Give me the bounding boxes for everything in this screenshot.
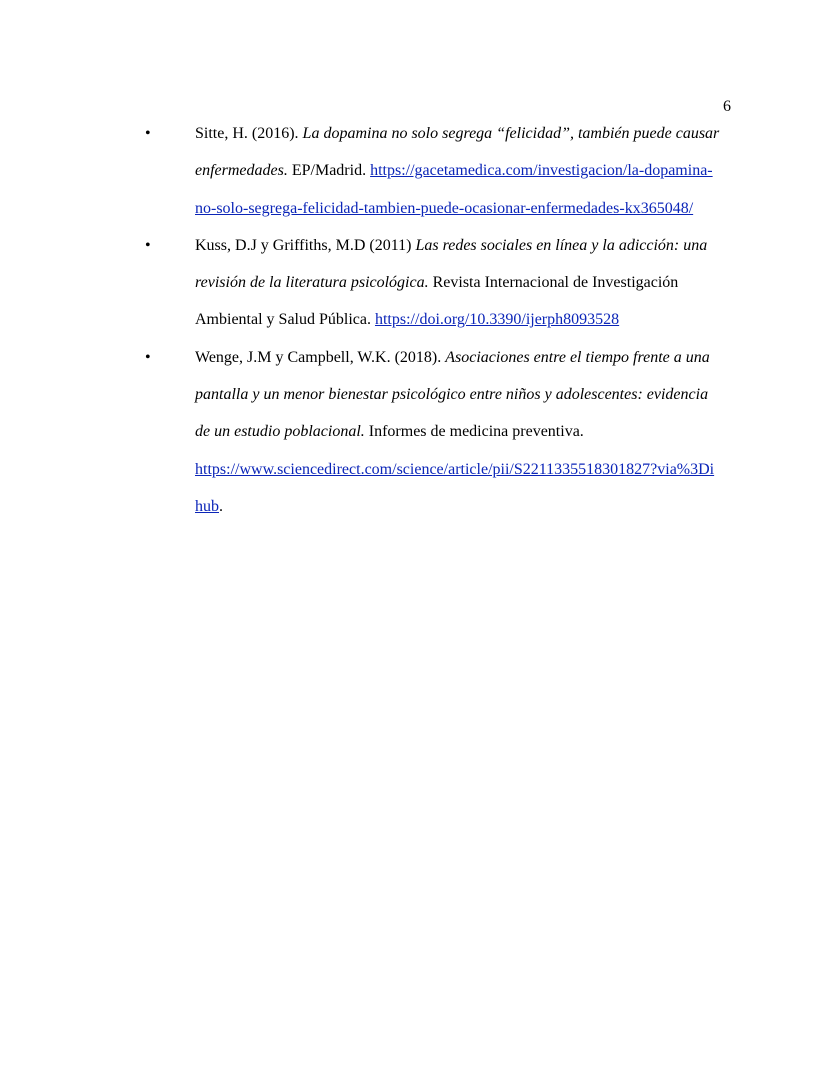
reference-line [195, 227, 735, 264]
reference-title: de un estudio poblacional. [195, 423, 365, 441]
reference-line [195, 115, 735, 152]
reference-link[interactable]: https://www.sciencedirect.com/science/article/pii/S2211335518301827?via%3Di [195, 460, 715, 478]
reference-text [195, 339, 735, 525]
reference-segment: Ambiental y Salud Pública. [195, 311, 375, 329]
reference-line [195, 451, 735, 488]
reference-title: Las redes sociales en línea y la adicción: una [415, 236, 708, 254]
reference-title: La dopamina no solo segrega “felicidad”, también puede causar [302, 125, 720, 142]
reference-text [195, 227, 735, 339]
reference-title: pantalla y un menor bienestar psicológico entre niños y adolescentes: evidencia [195, 386, 709, 404]
reference-segment: . [219, 497, 223, 515]
reference-link[interactable]: https://gacetamedica.com/investigacion/la-dopamina- [370, 162, 713, 180]
reference-line [195, 152, 735, 189]
reference-title: Asociaciones entre el tiempo frente a una [445, 348, 710, 366]
reference-line [195, 190, 735, 227]
reference-segment: EP/Madrid. [287, 162, 371, 180]
reference-line [195, 413, 735, 450]
reference-segment: Sitte, H. (2016). [195, 125, 303, 142]
reference-link[interactable]: no-solo-segrega-felicidad-tambien-puede-ocasionar-enfermedades-kx365048/ [195, 199, 694, 217]
reference-segment: Kuss, D.J y Griffiths, M.D (2011) [195, 236, 416, 254]
reference-link[interactable]: https://doi.org/10.3390/ijerph8093528 [374, 311, 620, 329]
reference-title: revisión de la literatura psicológica. [195, 274, 429, 292]
reference-line [195, 339, 735, 376]
bullet-icon: • [145, 125, 151, 142]
reference-line [195, 376, 735, 413]
reference-segment: Revista Internacional de Investigación [428, 274, 679, 292]
reference-text [195, 115, 735, 227]
bullet-icon: • [145, 348, 151, 366]
reference-segment: Wenge, J.M y Campbell, W.K. (2018). [195, 348, 446, 366]
page-number: 6 [723, 98, 731, 115]
reference-link[interactable]: hub [195, 497, 219, 515]
reference-segment: Informes de medicina preventiva. [364, 423, 584, 441]
reference-line [195, 301, 735, 338]
bullet-icon: • [145, 236, 151, 254]
reference-line [195, 264, 735, 301]
reference-line [195, 488, 735, 525]
reference-title: enfermedades. [195, 162, 288, 180]
